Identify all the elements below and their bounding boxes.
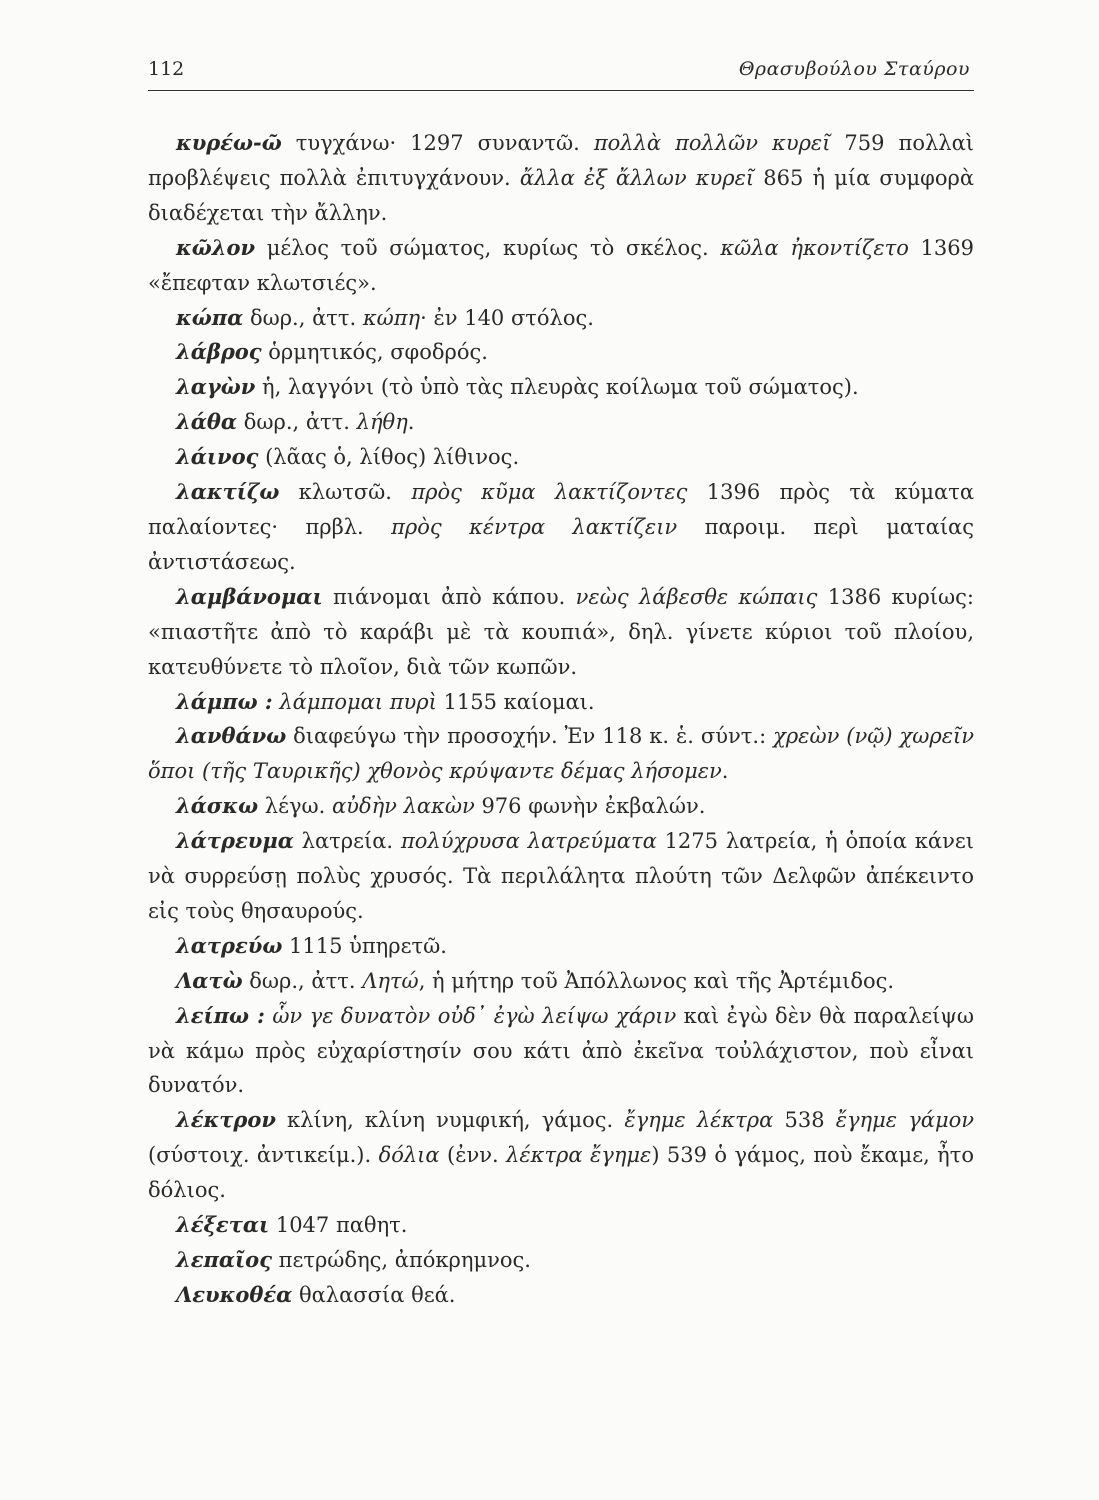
dictionary-entry: λάτρευμα λατρεία. πολύχρυσα λατρεύματα 1275 λατρεία, ἡ ὁποία κάνει νὰ συρρεύσῃ πολὺς χρυσός. Τὰ περιλάλητα πλούτη τῶν Δελφῶν ἀπέκειντο εἰς τοὺς θησαυρούς. (148, 828, 974, 923)
dictionary-entry: λαμβάνομαι πιάνομαι ἀπὸ κάπου. νεὼς λάβεσθε κώπαις 1386 κυρίως: «πιαστῆτε ἀπὸ τὸ καράβι μὲ τὰ κουπιά», δηλ. γίνετε κύριοι τοῦ πλοίου, κατευθύνετε τὸ πλοῖον, διὰ τῶν κωπῶν. (148, 583, 974, 679)
dictionary-entry: λεπαῖος πετρώδης, ἀπόκρημνος. (176, 1247, 531, 1272)
dictionary-entry: λαγὼν ἡ, λαγγόνι (τὸ ὑπὸ τὰς πλευρὰς κοίλωμα τοῦ σώματος). (176, 374, 859, 400)
dictionary-entry: λέκτρον κλίνη, κλίνη νυμφική, γάμος. ἔγημε λέκτρα 538 ἔγημε γάμον (σύστοιχ. ἀντικείμ.). δόλια (ἐνν. λέκτρα ἔγημε) 539 ὁ γάμος, ποὺ ἔκαμε, ἦτο δόλιος. (148, 1107, 974, 1203)
dictionary-entry: λάσκω λέγω. αὐδὴν λακὼν 976 φωνὴν ἐκβαλών. (176, 793, 706, 819)
running-title: Θρασυβούλου Σταύρου (738, 58, 970, 80)
dictionary-body (148, 126, 974, 1313)
dictionary-entry: κώπα δωρ., ἀττ. κώπη· ἐν 140 στόλος. (176, 304, 594, 330)
dictionary-entry: λείπω : ὧν γε δυνατὸν οὐδ᾽ ἐγὼ λείψω χάριν καὶ ἐγὼ δὲν θὰ παραλείψω νὰ κάμω πρὸς εὐχαρίστησίν σου κάτι ἀπὸ ἐκεῖνα τοὐλάχιστον, ποὺ εἶναι δυνατόν. (148, 1002, 974, 1098)
dictionary-entry: Λατὼ δωρ., ἀττ. Λητώ, ἡ μήτηρ τοῦ Ἀπόλλωνος καὶ τῆς Ἀρτέμιδος. (176, 967, 895, 993)
dictionary-entry: λάινος (λᾶας ὁ, λίθος) λίθινος. (176, 444, 520, 470)
dictionary-entry: λέξεται 1047 παθητ. (176, 1212, 408, 1238)
dictionary-entry: κῶλον μέλος τοῦ σώματος, κυρίως τὸ σκέλος. κῶλα ἠκοντίζετο 1369 «ἔπεφταν κλωτσιές». (148, 234, 974, 295)
dictionary-entry: λατρεύω 1115 ὑπηρετῶ. (176, 932, 447, 958)
dictionary-entry: κυρέω-ῶ τυγχάνω· 1297 συναντῶ. πολλὰ πολλῶν κυρεῖ 759 πολλαὶ προβλέψεις πολλὰ ἐπιτυγχάνουν. ἄλλα ἐξ ἄλλων κυρεῖ 865 ἡ μία συμφορὰ διαδέχεται τὴν ἄλλην. (148, 130, 974, 225)
page-number: 112 (148, 58, 185, 80)
dictionary-entry: λάβρος ὁρμητικός, σφοδρός. (176, 339, 488, 365)
dictionary-entry: λάθα δωρ., ἀττ. λήθη. (176, 409, 415, 435)
dictionary-entry: Λευκοθέα θαλασσία θεά. (176, 1281, 456, 1307)
dictionary-entry: λανθάνω διαφεύγω τὴν προσοχήν. Ἐν 118 κ. ἑ. σύντ.: χρεὼν (νῷ) χωρεῖν ὅποι (τῆς Ταυρικῆς) χθονὸς κρύψαντε δέμας λήσομεν. (148, 723, 974, 784)
dictionary-entry: λακτίζω κλωτσῶ. πρὸς κῦμα λακτίζοντες 1396 πρὸς τὰ κύματα παλαίοντες· πρβλ. πρὸς κέντρα λακτίζειν παροιμ. περὶ ματαίας ἀντιστάσεως. (148, 479, 974, 574)
dictionary-entry: λάμπω : λάμπομαι πυρὶ 1155 καίομαι. (176, 688, 595, 714)
page-header (148, 58, 974, 91)
